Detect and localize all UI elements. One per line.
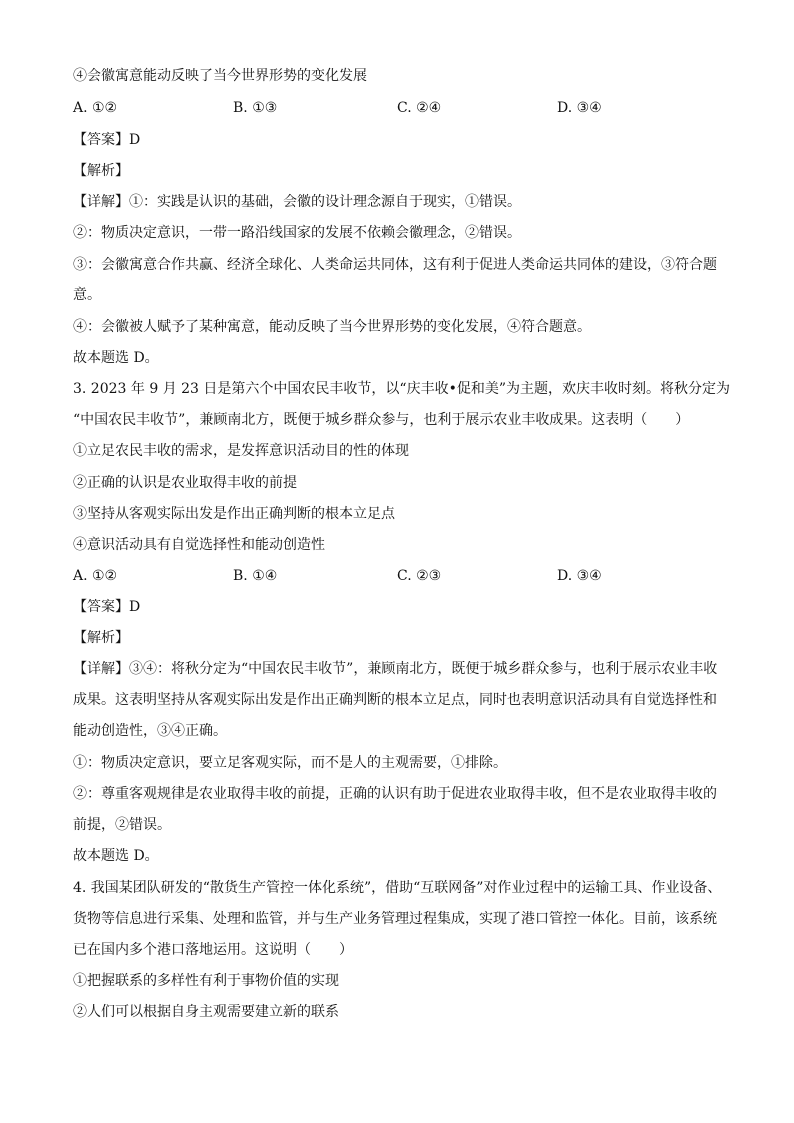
- option-b: B. ①③: [233, 100, 278, 116]
- statement-4: ④意识活动具有自觉选择性和能动创造性: [73, 537, 325, 553]
- detail-line: 意。: [73, 287, 101, 303]
- detail-line: 故本题选 D。: [73, 848, 159, 864]
- detail-line: 【详解】③④：将秋分定为“中国农民丰收节”，兼顾南北方，既便于城乡群众参与，也利于展示农业丰收: [73, 661, 718, 677]
- analysis-label: 【解析】: [73, 163, 129, 179]
- option-b: B. ①④: [233, 568, 278, 584]
- analysis-label: 【解析】: [73, 630, 129, 646]
- detail-line: 成果。这表明坚持从客观实际出发是作出正确判断的根本立足点，同时也表明意识活动具有自觉选择性和: [73, 692, 717, 708]
- option-c: C. ②③: [397, 568, 442, 584]
- statement-1: ①立足农民丰收的需求，是发挥意识活动目的性的体现: [73, 443, 409, 459]
- statement-2: ②人们可以根据自身主观需要建立新的联系: [73, 1004, 339, 1020]
- answer-label: 【答案】D: [73, 132, 141, 148]
- option-a: A. ①②: [73, 100, 118, 116]
- question-stem: 4. 我国某团队研发的“散货生产管控一体化系统”，借助“互联网备”对作业过程中的运输工具、作业设备、: [73, 880, 722, 896]
- option-d: D. ③④: [557, 100, 602, 116]
- detail-line: 能动创造性，③④正确。: [73, 723, 227, 739]
- question-stem: “中国农民丰收节”，兼顾南北方，既便于城乡群众参与，也利于展示农业丰收成果。这表明（ ）: [73, 412, 690, 428]
- detail-line: ②：物质决定意识，一带一路沿线国家的发展不依赖会徽理念，②错误。: [73, 225, 521, 241]
- question-stem: 货物等信息进行采集、处理和监管，并与生产业务管理过程集成，实现了港口管控一体化。目前，该系统: [73, 911, 717, 927]
- detail-line: ②：尊重客观规律是农业取得丰收的前提，正确的认识有助于促进农业取得丰收，但不是农业取得丰收的: [73, 786, 717, 802]
- detail-line: 【详解】①：实践是认识的基础，会徽的设计理念源自于现实，①错误。: [73, 194, 521, 210]
- detail-line: 故本题选 D。: [73, 350, 159, 366]
- question-stem: 3. 2023 年 9 月 23 日是第六个中国农民丰收节，以“庆丰收•促和美”为主题，欢庆丰收时刻。将秋分定为: [73, 381, 730, 397]
- answer-label: 【答案】D: [73, 599, 141, 615]
- detail-line: ①：物质决定意识，要立足客观实际，而不是人的主观需要，①排除。: [73, 755, 507, 771]
- statement-1: ①把握联系的多样性有利于事物价值的实现: [73, 973, 339, 989]
- detail-line: ④：会徽被人赋予了某种寓意，能动反映了当今世界形势的变化发展，④符合题意。: [73, 319, 591, 335]
- option-a: A. ①②: [73, 568, 118, 584]
- statement-3: ③坚持从客观实际出发是作出正确判断的根本立足点: [73, 506, 395, 522]
- detail-line: ③：会徽寓意合作共赢、经济全球化、人类命运共同体，这有利于促进人类命运共同体的建设，③符合题: [73, 257, 717, 273]
- question-stem: 已在国内多个港口落地运用。这说明（ ）: [73, 942, 353, 958]
- detail-line: 前提，②错误。: [73, 817, 171, 833]
- option-d: D. ③④: [557, 568, 602, 584]
- option-c: C. ②④: [397, 100, 442, 116]
- statement-2: ②正确的认识是农业取得丰收的前提: [73, 475, 297, 491]
- statement-4: ④会徽寓意能动反映了当今世界形势的变化发展: [73, 68, 367, 84]
